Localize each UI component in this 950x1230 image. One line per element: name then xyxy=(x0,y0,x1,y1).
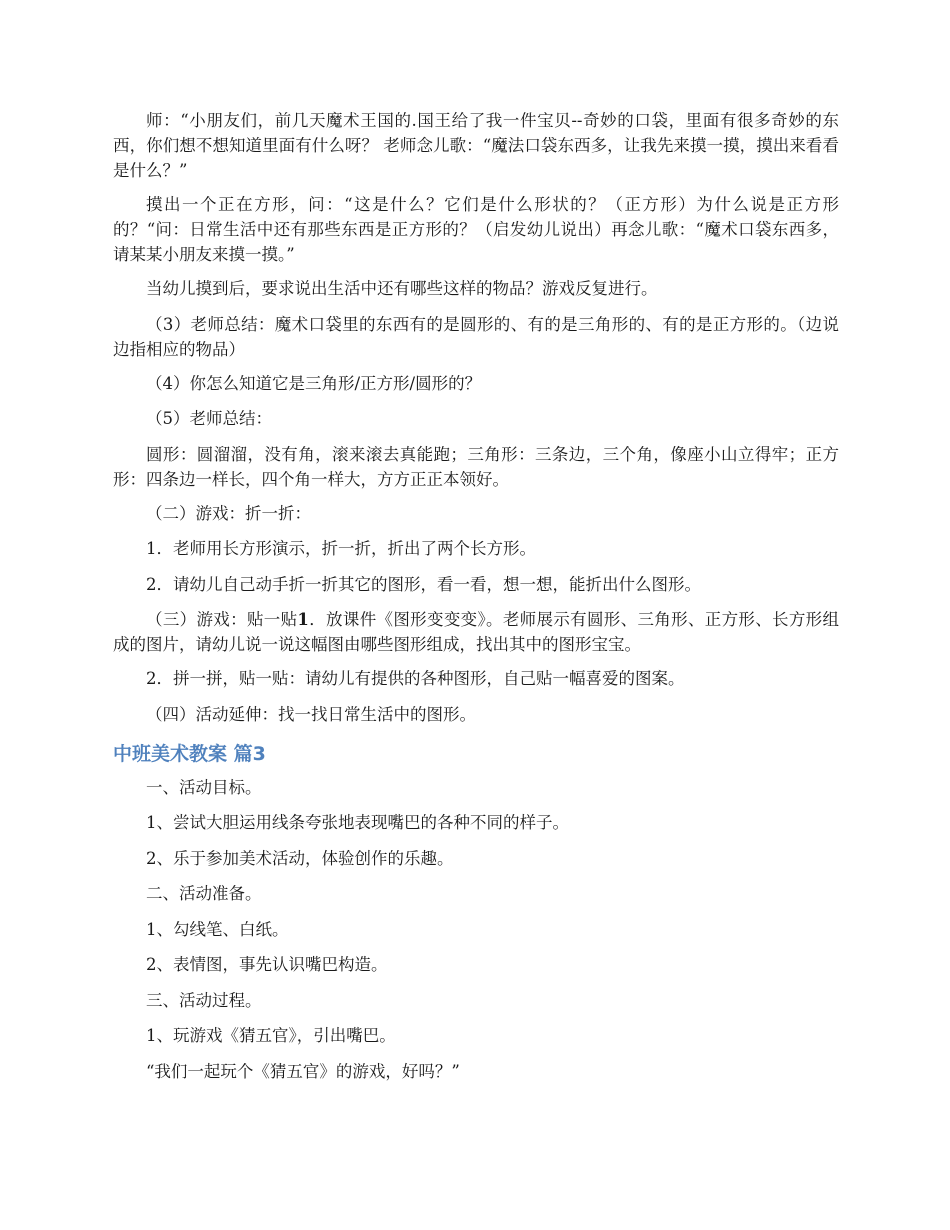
document-body xyxy=(113,108,839,1094)
paragraph-question-4: （4）你怎么知道它是三角形/正方形/圆形的？ xyxy=(146,373,482,393)
paragraph-game-fold: （二）游戏：折一折： xyxy=(146,503,311,523)
paragraph-prep-title: 二、活动准备。 xyxy=(146,884,262,903)
paragraph-extension: （四）活动延伸：找一找日常生活中的图形。 xyxy=(146,704,476,724)
game-paste-bold-number: 1 xyxy=(297,610,309,629)
paragraph-touch-square: 摸出一个正在方形，问：“这是什么？它们是什么形状的？（正方形）为什么说是正方形的？“问：日常生活中还有那些东西是正方形的？（启发幼儿说出）再念儿歌：“魔术口袋东西多，请某某小朋友来摸一摸。” xyxy=(113,195,839,264)
paragraph-goal-1: 1、尝试大胆运用线条夸张地表现嘴巴的各种不同的样子。 xyxy=(146,813,569,832)
paragraph-goal-2: 2、乐于参加美术活动，体验创作的乐趣。 xyxy=(146,848,454,868)
paragraph-repeat-game: 当幼儿摸到后，要求说出生活中还有哪些这样的物品？游戏反复进行。 xyxy=(146,279,658,298)
paragraph-process-quote: “我们一起玩个《猜五官》的游戏，好吗？” xyxy=(146,1061,460,1081)
paragraph-intro: 师：“小朋友们，前几天魔术王国的.国王给了我一件宝贝--奇妙的口袋，里面有很多奇妙的东西，你们想不想知道里面有什么呀？ 老师念儿歌：“魔法口袋东西多，让我先来摸一摸，摸出来看看是什么？” xyxy=(113,111,839,180)
game-paste-rest: ．放课件《图形变变变》。老师展示有圆形、三角形、正方形、长方形组成的图片，请幼儿说一说这幅图由哪些图形组成，找出其中的图形宝宝。 xyxy=(113,610,840,654)
paragraph-process-title: 三、活动过程。 xyxy=(146,990,262,1010)
game-paste-lead: （三）游戏：贴一贴 xyxy=(146,610,298,629)
paragraph-summary-5: （5）老师总结： xyxy=(146,409,272,428)
paragraph-summary-3: （3）老师总结：魔术口袋里的东西有的是圆形的、有的是三角形的、有的是正方形的。（边说边指相应的物品） xyxy=(113,314,839,359)
paragraph-paste-step-2: 2．拼一拼，贴一贴：请幼儿有提供的各种图形，自己贴一幅喜爱的图案。 xyxy=(146,669,685,688)
paragraph-fold-step-2: 2．请幼儿自己动手折一折其它的图形，看一看，想一想，能折出什么图形。 xyxy=(146,574,701,594)
paragraph-prep-1: 1、勾线笔、白纸。 xyxy=(146,919,289,939)
paragraph-game-paste xyxy=(113,607,839,657)
paragraph-shapes-rhyme: 圆形：圆溜溜，没有角，滚来滚去真能跑；三角形：三条边，三个角，像座小山立得牢；正方形：四条边一样长，四个角一样大，方方正正本领好。 xyxy=(113,444,839,489)
paragraph-fold-step-1: 1．老师用长方形演示，折一折，折出了两个长方形。 xyxy=(146,539,536,558)
section-heading: 中班美术教案 篇3 xyxy=(113,742,266,765)
paragraph-prep-2: 2、表情图，事先认识嘴巴构造。 xyxy=(146,955,388,974)
paragraph-goals-title: 一、活动目标。 xyxy=(146,777,262,797)
paragraph-process-1: 1、玩游戏《猜五官》，引出嘴巴。 xyxy=(146,1026,396,1045)
